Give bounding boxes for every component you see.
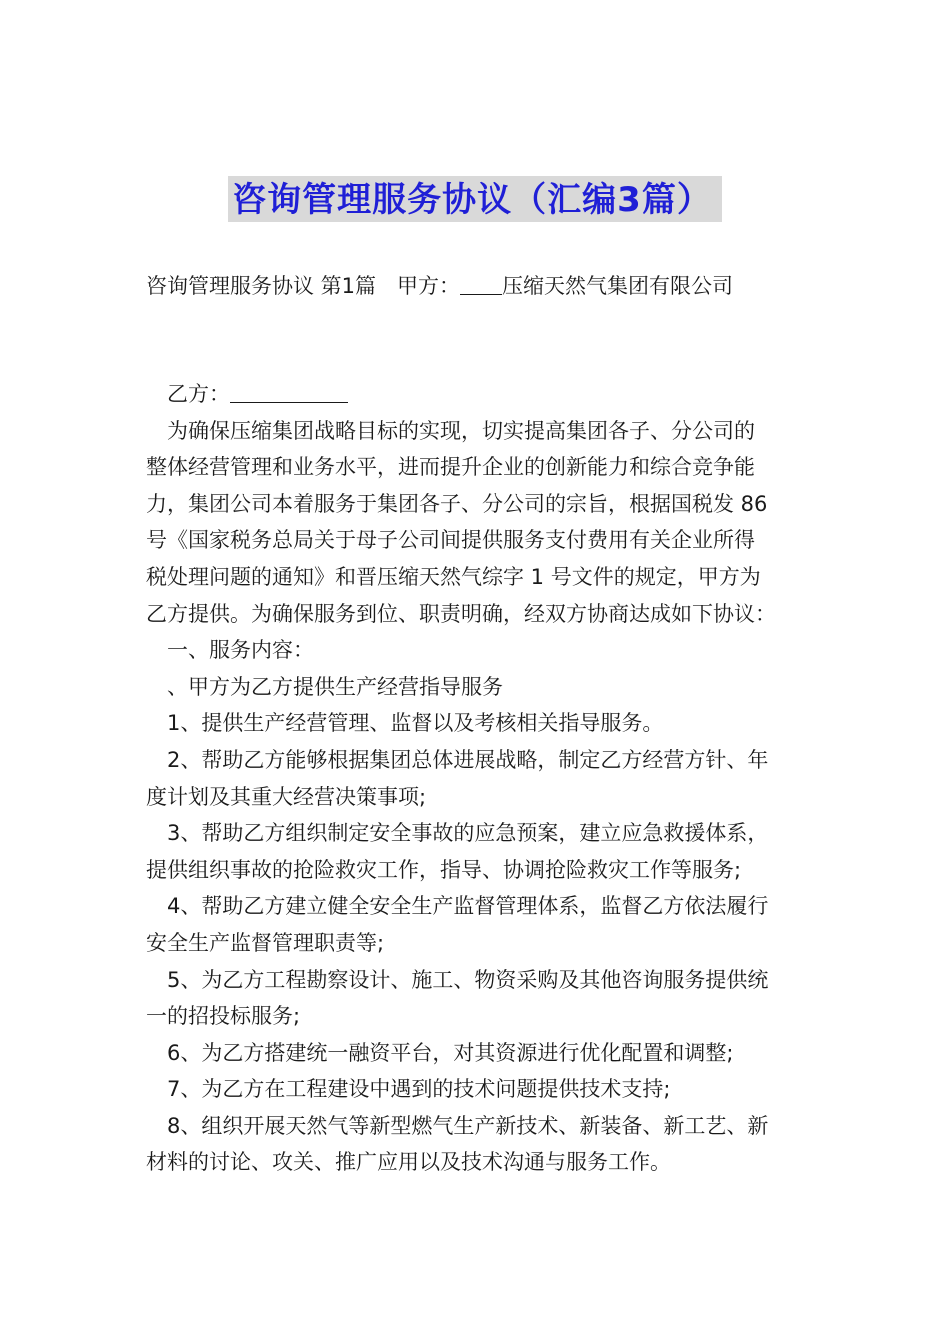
list-item: 2、帮助乙方能够根据集团总体进展战略，制定乙方经营方针、年 — [167, 747, 769, 772]
list-item: 1、提供生产经营管理、监督以及考核相关指导服务。 — [167, 711, 664, 736]
document-title: 咨询管理服务协议（汇编3篇） — [228, 176, 722, 222]
list-item-continuation: 度计划及其重大经营决策事项; — [146, 784, 427, 809]
list-item-continuation: 提供组织事故的抢险救灾工作，指导、协调抢险救灾工作等服务; — [146, 857, 742, 882]
party-a-blank — [460, 274, 502, 295]
list-item-continuation: 安全生产监督管理职责等; — [146, 930, 385, 955]
first-line-prefix: 咨询管理服务协议 第1篇 甲方： — [146, 274, 461, 298]
party-b-blank — [230, 382, 348, 403]
text-line: 力，集团公司本着服务于集团各子、分公司的宗旨，根据国税发 86 — [146, 491, 768, 516]
list-item: 4、帮助乙方建立健全安全生产监督管理体系，监督乙方依法履行 — [167, 894, 769, 919]
first-line — [146, 268, 806, 305]
list-item: 5、为乙方工程勘察设计、施工、物资采购及其他咨询服务提供统 — [167, 967, 769, 992]
text-line: 为确保压缩集团战略目标的实现，切实提高集团各子、分公司的 — [167, 418, 755, 443]
list-item: 7、为乙方在工程建设中遇到的技术问题提供技术支持; — [167, 1077, 671, 1102]
text-line: 、甲方为乙方提供生产经营指导服务 — [167, 674, 503, 699]
title-container — [0, 176, 950, 222]
text-line: 税处理问题的通知》和晋压缩天然气综字 1 号文件的规定，甲方为 — [146, 564, 761, 589]
section-heading: 一、服务内容： — [167, 638, 314, 663]
list-item: 8、组织开展天然气等新型燃气生产新技术、新装备、新工艺、新 — [167, 1113, 769, 1138]
text-line: 乙方提供。为确保服务到位、职责明确，经双方协商达成如下协议： — [146, 601, 776, 626]
party-b-label: 乙方： — [167, 382, 230, 406]
list-item: 6、为乙方搭建统一融资平台，对其资源进行优化配置和调整; — [167, 1040, 734, 1065]
text-line: 号《国家税务总局关于母子公司间提供服务支付费用有关企业所得 — [146, 528, 755, 553]
list-item-continuation: 材料的讨论、攻关、推广应用以及技术沟通与服务工作。 — [146, 1150, 671, 1175]
party-b-line — [146, 376, 806, 413]
list-item: 3、帮助乙方组织制定安全事故的应急预案，建立应急救援体系， — [167, 821, 769, 846]
list-item-continuation: 一的招投标服务; — [146, 1004, 301, 1029]
body-paragraphs — [146, 376, 806, 1181]
first-line-suffix: 压缩天然气集团有限公司 — [502, 274, 734, 298]
text-line: 整体经营管理和业务水平，进而提升企业的创新能力和综合竞争能 — [146, 455, 755, 480]
